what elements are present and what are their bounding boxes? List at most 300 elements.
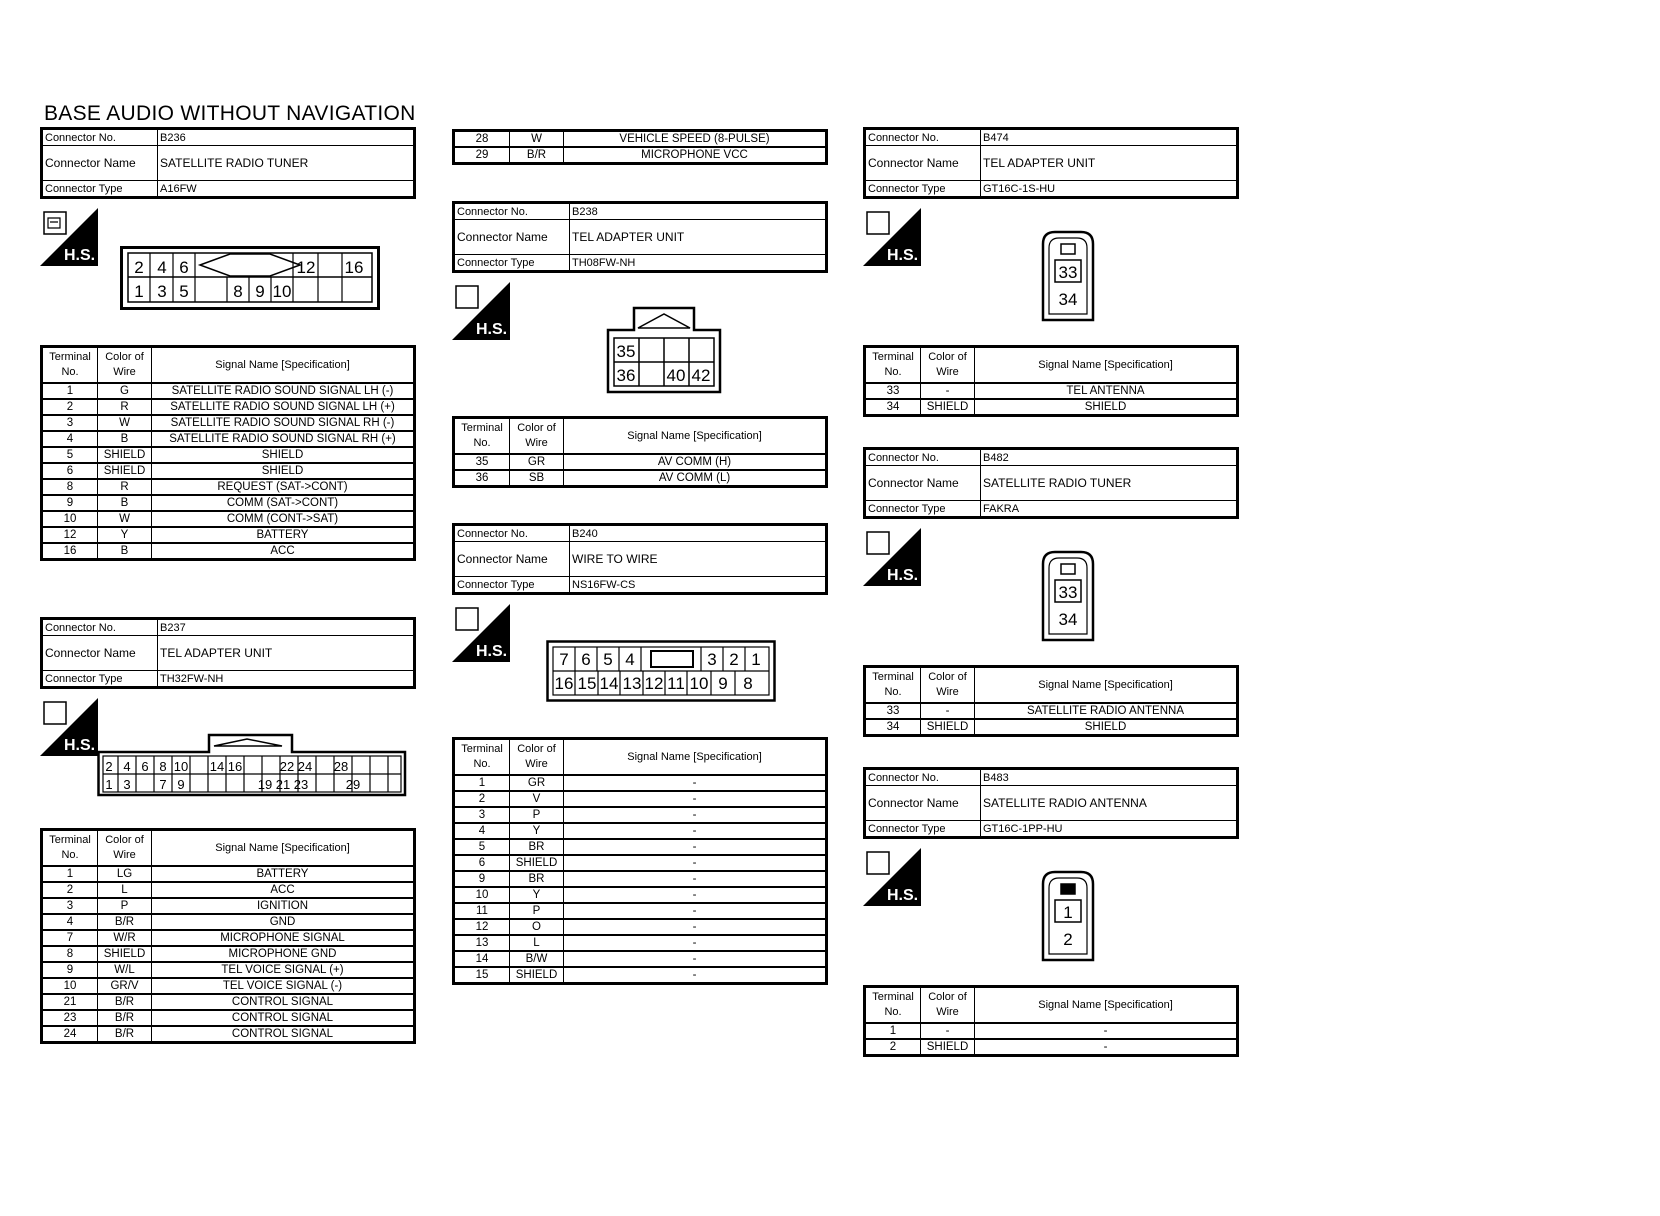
color-cell: SHIELD bbox=[921, 399, 975, 416]
signal-cell: SHIELD bbox=[975, 719, 1238, 736]
connector-b236-info bbox=[40, 127, 416, 199]
pin-label: 42 bbox=[691, 366, 711, 385]
pin-label: 23 bbox=[293, 777, 309, 792]
label-connector-type: Connector Type bbox=[865, 181, 981, 198]
signal-cell: TEL VOICE SIGNAL (-) bbox=[152, 978, 415, 994]
table-row bbox=[454, 791, 827, 807]
color-cell: BR bbox=[510, 839, 564, 855]
col-terminal: Terminal No. bbox=[454, 739, 510, 776]
label-connector-type: Connector Type bbox=[42, 181, 158, 198]
connector-type-value: GT16C-1PP-HU bbox=[981, 821, 1238, 838]
color-cell: B bbox=[98, 431, 152, 447]
table-row bbox=[42, 1026, 415, 1043]
color-cell: SB bbox=[510, 470, 564, 487]
table-row bbox=[454, 919, 827, 935]
color-cell: B/R bbox=[510, 147, 564, 164]
b482-face bbox=[1041, 550, 1095, 642]
table-row bbox=[42, 543, 415, 560]
table-row bbox=[42, 946, 415, 962]
connector-b482-info bbox=[863, 447, 1239, 519]
pin-label: 6 bbox=[581, 650, 591, 669]
b240-signal-table bbox=[452, 737, 828, 985]
signal-cell: - bbox=[564, 935, 827, 951]
table-row bbox=[454, 871, 827, 887]
signal-cell: - bbox=[564, 903, 827, 919]
pin-label: 33 bbox=[1058, 583, 1078, 602]
table-row bbox=[42, 962, 415, 978]
pin-label: 28 bbox=[333, 759, 349, 774]
signal-cell: - bbox=[564, 855, 827, 871]
connector-b482-diagram bbox=[1041, 550, 1095, 647]
table-row bbox=[42, 914, 415, 930]
terminal-cell: 3 bbox=[42, 898, 98, 914]
color-cell: W bbox=[510, 131, 564, 148]
connector-b474-diagram bbox=[1041, 230, 1095, 327]
terminal-cell: 10 bbox=[42, 978, 98, 994]
table-row bbox=[42, 930, 415, 946]
harness-side-icon bbox=[863, 848, 921, 906]
terminal-cell: 12 bbox=[454, 919, 510, 935]
color-cell: BR bbox=[510, 871, 564, 887]
signal-cell: - bbox=[564, 791, 827, 807]
terminal-cell: 5 bbox=[42, 447, 98, 463]
signal-cell: SHIELD bbox=[975, 399, 1238, 416]
table-row bbox=[454, 839, 827, 855]
color-cell: L bbox=[98, 882, 152, 898]
color-cell: GR/V bbox=[98, 978, 152, 994]
pin-label: 10 bbox=[173, 759, 189, 774]
pin-label: 2 bbox=[729, 650, 739, 669]
signal-cell: IGNITION bbox=[152, 898, 415, 914]
signal-cell: VEHICLE SPEED (8-PULSE) bbox=[564, 131, 827, 148]
table-row bbox=[454, 935, 827, 951]
pin-label: 24 bbox=[297, 759, 313, 774]
pin-label: 4 bbox=[157, 258, 167, 277]
label-connector-name: Connector Name bbox=[865, 786, 981, 821]
pin-label: 6 bbox=[179, 258, 189, 277]
table-row bbox=[42, 978, 415, 994]
table-row bbox=[42, 447, 415, 463]
table-row bbox=[454, 807, 827, 823]
color-cell: W bbox=[98, 415, 152, 431]
col-signal: Signal Name [Specification] bbox=[564, 739, 827, 776]
col-color: Color of Wire bbox=[921, 987, 975, 1024]
signal-cell: - bbox=[564, 871, 827, 887]
terminal-cell: 8 bbox=[42, 946, 98, 962]
harness-side-icon bbox=[40, 698, 98, 756]
hs-label: H.S. bbox=[64, 737, 96, 754]
terminal-cell: 6 bbox=[42, 463, 98, 479]
label-connector-name: Connector Name bbox=[454, 220, 570, 255]
col-terminal: Terminal No. bbox=[865, 987, 921, 1024]
b238-face bbox=[606, 306, 722, 394]
table-row bbox=[454, 147, 827, 164]
table-row bbox=[454, 775, 827, 791]
pin-label: 12 bbox=[296, 258, 316, 277]
terminal-cell: 36 bbox=[454, 470, 510, 487]
col-signal: Signal Name [Specification] bbox=[975, 987, 1238, 1024]
connector-type-value: GT16C-1S-HU bbox=[981, 181, 1238, 198]
terminal-cell: 7 bbox=[42, 930, 98, 946]
b237-face bbox=[97, 733, 407, 797]
terminal-cell: 2 bbox=[454, 791, 510, 807]
color-cell: L bbox=[510, 935, 564, 951]
terminal-cell: 1 bbox=[865, 1023, 921, 1039]
col-color: Color of Wire bbox=[98, 830, 152, 867]
connector-type-value: TH08FW-NH bbox=[570, 255, 827, 272]
color-cell: B/W bbox=[510, 951, 564, 967]
signal-cell: - bbox=[564, 823, 827, 839]
b237-signal-table bbox=[40, 828, 416, 1044]
harness-side-icon bbox=[863, 208, 921, 266]
signal-cell: - bbox=[564, 967, 827, 984]
signal-cell: COMM (SAT->CONT) bbox=[152, 495, 415, 511]
color-cell: - bbox=[921, 703, 975, 719]
pin-label: 19 bbox=[257, 777, 273, 792]
b483-face bbox=[1041, 870, 1095, 962]
terminal-cell: 34 bbox=[865, 719, 921, 736]
color-cell: SHIELD bbox=[510, 967, 564, 984]
color-cell: B bbox=[98, 543, 152, 560]
label-connector-name: Connector Name bbox=[454, 542, 570, 577]
hs-label: H.S. bbox=[887, 567, 919, 584]
connector-b237-info bbox=[40, 617, 416, 689]
table-row bbox=[42, 994, 415, 1010]
connector-type-value: TH32FW-NH bbox=[158, 671, 415, 688]
label-connector-no: Connector No. bbox=[865, 769, 981, 786]
color-cell: V bbox=[510, 791, 564, 807]
pin-label: 3 bbox=[707, 650, 717, 669]
table-row bbox=[42, 866, 415, 882]
table-row bbox=[454, 967, 827, 984]
table-row bbox=[42, 415, 415, 431]
terminal-cell: 8 bbox=[42, 479, 98, 495]
pin-label: 8 bbox=[233, 282, 243, 301]
pin-label: 8 bbox=[743, 674, 753, 693]
pin-label: 3 bbox=[123, 777, 131, 792]
pin-label: 5 bbox=[179, 282, 189, 301]
color-cell: Y bbox=[98, 527, 152, 543]
col-color: Color of Wire bbox=[921, 667, 975, 704]
col-terminal: Terminal No. bbox=[454, 418, 510, 455]
pin-label: 34 bbox=[1058, 610, 1078, 629]
signal-cell: BATTERY bbox=[152, 527, 415, 543]
table-row bbox=[454, 903, 827, 919]
signal-cell: GND bbox=[152, 914, 415, 930]
pin-label: 2 bbox=[1063, 930, 1073, 949]
signal-cell: CONTROL SIGNAL bbox=[152, 994, 415, 1010]
terminal-cell: 13 bbox=[454, 935, 510, 951]
terminal-cell: 6 bbox=[454, 855, 510, 871]
signal-cell: - bbox=[564, 807, 827, 823]
terminal-cell: 3 bbox=[454, 807, 510, 823]
hs-label: H.S. bbox=[887, 247, 919, 264]
pin-label: 10 bbox=[272, 282, 292, 301]
signal-cell: - bbox=[564, 951, 827, 967]
table-row bbox=[865, 703, 1238, 719]
pin-label: 9 bbox=[718, 674, 728, 693]
terminal-cell: 35 bbox=[454, 454, 510, 470]
pin-label: 13 bbox=[622, 674, 642, 693]
pin-label: 22 bbox=[279, 759, 295, 774]
connector-name-value: TEL ADAPTER UNIT bbox=[158, 636, 415, 671]
col-terminal: Terminal No. bbox=[42, 830, 98, 867]
harness-side-icon bbox=[452, 604, 510, 662]
pin-label: 36 bbox=[616, 366, 636, 385]
color-cell: B bbox=[98, 495, 152, 511]
pin-label: 5 bbox=[603, 650, 613, 669]
signal-cell: - bbox=[975, 1039, 1238, 1056]
col-signal: Signal Name [Specification] bbox=[975, 667, 1238, 704]
signal-cell: MICROPHONE SIGNAL bbox=[152, 930, 415, 946]
b482-signal-table bbox=[863, 665, 1239, 737]
connector-no-value: B482 bbox=[981, 449, 1238, 466]
color-cell: R bbox=[98, 479, 152, 495]
page-title: BASE AUDIO WITHOUT NAVIGATION bbox=[44, 102, 416, 125]
table-row bbox=[42, 1010, 415, 1026]
pin-label: 4 bbox=[625, 650, 635, 669]
harness-side-icon bbox=[40, 208, 98, 266]
signal-cell: AV COMM (L) bbox=[564, 470, 827, 487]
color-cell: GR bbox=[510, 775, 564, 791]
col-terminal: Terminal No. bbox=[865, 347, 921, 384]
table-row bbox=[865, 383, 1238, 399]
terminal-cell: 34 bbox=[865, 399, 921, 416]
label-connector-name: Connector Name bbox=[865, 146, 981, 181]
pin-label: 1 bbox=[134, 282, 144, 301]
connector-b483-info bbox=[863, 767, 1239, 839]
connector-no-value: B238 bbox=[570, 203, 827, 220]
color-cell: P bbox=[510, 807, 564, 823]
terminal-cell: 4 bbox=[42, 914, 98, 930]
pin-label: 7 bbox=[159, 777, 167, 792]
terminal-cell: 23 bbox=[42, 1010, 98, 1026]
connector-type-value: NS16FW-CS bbox=[570, 577, 827, 594]
label-connector-name: Connector Name bbox=[865, 466, 981, 501]
table-row bbox=[454, 855, 827, 871]
label-connector-no: Connector No. bbox=[865, 449, 981, 466]
col-color: Color of Wire bbox=[98, 347, 152, 384]
signal-cell: MICROPHONE VCC bbox=[564, 147, 827, 164]
connector-b474-info bbox=[863, 127, 1239, 199]
pin-label: 16 bbox=[344, 258, 364, 277]
terminal-cell: 12 bbox=[42, 527, 98, 543]
connector-b237-diagram bbox=[97, 733, 407, 802]
col-terminal: Terminal No. bbox=[42, 347, 98, 384]
col-signal: Signal Name [Specification] bbox=[152, 347, 415, 384]
pin-label: 1 bbox=[105, 777, 113, 792]
terminal-cell: 1 bbox=[454, 775, 510, 791]
col-color: Color of Wire bbox=[921, 347, 975, 384]
connector-b483-diagram bbox=[1041, 870, 1095, 967]
pin-label: 34 bbox=[1058, 290, 1078, 309]
connector-name-value: TEL ADAPTER UNIT bbox=[981, 146, 1238, 181]
connector-b240-info bbox=[452, 523, 828, 595]
pin-label: 29 bbox=[345, 777, 361, 792]
terminal-cell: 2 bbox=[42, 399, 98, 415]
color-cell: SHIELD bbox=[921, 719, 975, 736]
signal-cell: COMM (CONT->SAT) bbox=[152, 511, 415, 527]
label-connector-name: Connector Name bbox=[42, 146, 158, 181]
label-connector-type: Connector Type bbox=[42, 671, 158, 688]
signal-cell: TEL ANTENNA bbox=[975, 383, 1238, 399]
table-row bbox=[42, 511, 415, 527]
label-connector-no: Connector No. bbox=[454, 203, 570, 220]
terminal-cell: 24 bbox=[42, 1026, 98, 1043]
table-row bbox=[865, 1023, 1238, 1039]
b240-face bbox=[546, 640, 776, 702]
b237-signal-table-continued bbox=[452, 129, 828, 165]
pin-label: 7 bbox=[559, 650, 569, 669]
signal-cell: - bbox=[975, 1023, 1238, 1039]
col-terminal: Terminal No. bbox=[865, 667, 921, 704]
b483-signal-table bbox=[863, 985, 1239, 1057]
pin-label: 9 bbox=[255, 282, 265, 301]
terminal-cell: 4 bbox=[42, 431, 98, 447]
b236-face bbox=[120, 246, 380, 310]
pin-label: 40 bbox=[666, 366, 686, 385]
connector-no-value: B474 bbox=[981, 129, 1238, 146]
connector-name-value: SATELLITE RADIO TUNER bbox=[981, 466, 1238, 501]
signal-cell: MICROPHONE GND bbox=[152, 946, 415, 962]
label-connector-name: Connector Name bbox=[42, 636, 158, 671]
connector-no-value: B236 bbox=[158, 129, 415, 146]
label-connector-type: Connector Type bbox=[865, 501, 981, 518]
color-cell: P bbox=[510, 903, 564, 919]
terminal-cell: 5 bbox=[454, 839, 510, 855]
terminal-cell: 1 bbox=[42, 866, 98, 882]
terminal-cell: 10 bbox=[454, 887, 510, 903]
terminal-cell: 4 bbox=[454, 823, 510, 839]
pin-label: 16 bbox=[227, 759, 243, 774]
b474-signal-table bbox=[863, 345, 1239, 417]
terminal-cell: 29 bbox=[454, 147, 510, 164]
signal-cell: SHIELD bbox=[152, 463, 415, 479]
pin-label: 14 bbox=[209, 759, 225, 774]
terminal-cell: 11 bbox=[454, 903, 510, 919]
terminal-cell: 15 bbox=[454, 967, 510, 984]
connector-b240-diagram bbox=[546, 640, 776, 707]
label-connector-type: Connector Type bbox=[454, 255, 570, 272]
pin-label: 1 bbox=[1063, 903, 1073, 922]
table-row bbox=[454, 454, 827, 470]
pin-label: 15 bbox=[577, 674, 597, 693]
terminal-cell: 21 bbox=[42, 994, 98, 1010]
signal-cell: SATELLITE RADIO ANTENNA bbox=[975, 703, 1238, 719]
connector-b238-diagram bbox=[606, 306, 722, 399]
hs-label: H.S. bbox=[476, 643, 508, 660]
signal-cell: TEL VOICE SIGNAL (+) bbox=[152, 962, 415, 978]
terminal-cell: 2 bbox=[42, 882, 98, 898]
label-connector-no: Connector No. bbox=[865, 129, 981, 146]
table-row bbox=[42, 882, 415, 898]
connector-b236-diagram bbox=[120, 246, 380, 315]
pin-label: 12 bbox=[644, 674, 664, 693]
color-cell: LG bbox=[98, 866, 152, 882]
connector-type-value: A16FW bbox=[158, 181, 415, 198]
table-row bbox=[454, 823, 827, 839]
color-cell: GR bbox=[510, 454, 564, 470]
col-color: Color of Wire bbox=[510, 418, 564, 455]
color-cell: SHIELD bbox=[98, 447, 152, 463]
color-cell: Y bbox=[510, 887, 564, 903]
signal-cell: SHIELD bbox=[152, 447, 415, 463]
table-row bbox=[865, 719, 1238, 736]
color-cell: W/L bbox=[98, 962, 152, 978]
pin-label: 1 bbox=[751, 650, 761, 669]
label-connector-no: Connector No. bbox=[42, 619, 158, 636]
label-connector-no: Connector No. bbox=[454, 525, 570, 542]
table-row bbox=[865, 1039, 1238, 1056]
color-cell: Y bbox=[510, 823, 564, 839]
color-cell: O bbox=[510, 919, 564, 935]
pin-label: 35 bbox=[616, 342, 636, 361]
signal-cell: - bbox=[564, 775, 827, 791]
harness-side-icon bbox=[863, 528, 921, 586]
color-cell: SHIELD bbox=[98, 463, 152, 479]
terminal-cell: 16 bbox=[42, 543, 98, 560]
signal-cell: ACC bbox=[152, 882, 415, 898]
table-row bbox=[42, 431, 415, 447]
color-cell: G bbox=[98, 383, 152, 399]
connector-name-value: TEL ADAPTER UNIT bbox=[570, 220, 827, 255]
signal-cell: SATELLITE RADIO SOUND SIGNAL LH (+) bbox=[152, 399, 415, 415]
connector-b238-info bbox=[452, 201, 828, 273]
pin-label: 3 bbox=[157, 282, 167, 301]
terminal-cell: 33 bbox=[865, 703, 921, 719]
color-cell: W bbox=[98, 511, 152, 527]
signal-cell: ACC bbox=[152, 543, 415, 560]
signal-cell: CONTROL SIGNAL bbox=[152, 1026, 415, 1043]
terminal-cell: 9 bbox=[42, 495, 98, 511]
color-cell: SHIELD bbox=[98, 946, 152, 962]
label-connector-no: Connector No. bbox=[42, 129, 158, 146]
table-row bbox=[454, 951, 827, 967]
b238-signal-table bbox=[452, 416, 828, 488]
signal-cell: CONTROL SIGNAL bbox=[152, 1010, 415, 1026]
connector-type-value: FAKRA bbox=[981, 501, 1238, 518]
table-row bbox=[42, 479, 415, 495]
pin-label: 4 bbox=[123, 759, 131, 774]
signal-cell: AV COMM (H) bbox=[564, 454, 827, 470]
table-row bbox=[42, 399, 415, 415]
signal-cell: REQUEST (SAT->CONT) bbox=[152, 479, 415, 495]
terminal-cell: 33 bbox=[865, 383, 921, 399]
signal-cell: - bbox=[564, 919, 827, 935]
signal-cell: SATELLITE RADIO SOUND SIGNAL RH (+) bbox=[152, 431, 415, 447]
label-connector-type: Connector Type bbox=[865, 821, 981, 838]
col-signal: Signal Name [Specification] bbox=[152, 830, 415, 867]
table-row bbox=[865, 399, 1238, 416]
table-row bbox=[454, 131, 827, 148]
hs-label: H.S. bbox=[476, 321, 508, 338]
b236-signal-table bbox=[40, 345, 416, 561]
terminal-cell: 14 bbox=[454, 951, 510, 967]
terminal-cell: 10 bbox=[42, 511, 98, 527]
pin-label: 2 bbox=[105, 759, 113, 774]
color-cell: R bbox=[98, 399, 152, 415]
pin-label: 16 bbox=[554, 674, 574, 693]
color-cell: W/R bbox=[98, 930, 152, 946]
color-cell: SHIELD bbox=[921, 1039, 975, 1056]
hs-label: H.S. bbox=[887, 887, 919, 904]
signal-cell: SATELLITE RADIO SOUND SIGNAL RH (-) bbox=[152, 415, 415, 431]
pin-label: 9 bbox=[177, 777, 185, 792]
pin-label: 14 bbox=[599, 674, 619, 693]
color-cell: P bbox=[98, 898, 152, 914]
color-cell: - bbox=[921, 383, 975, 399]
signal-cell: - bbox=[564, 887, 827, 903]
